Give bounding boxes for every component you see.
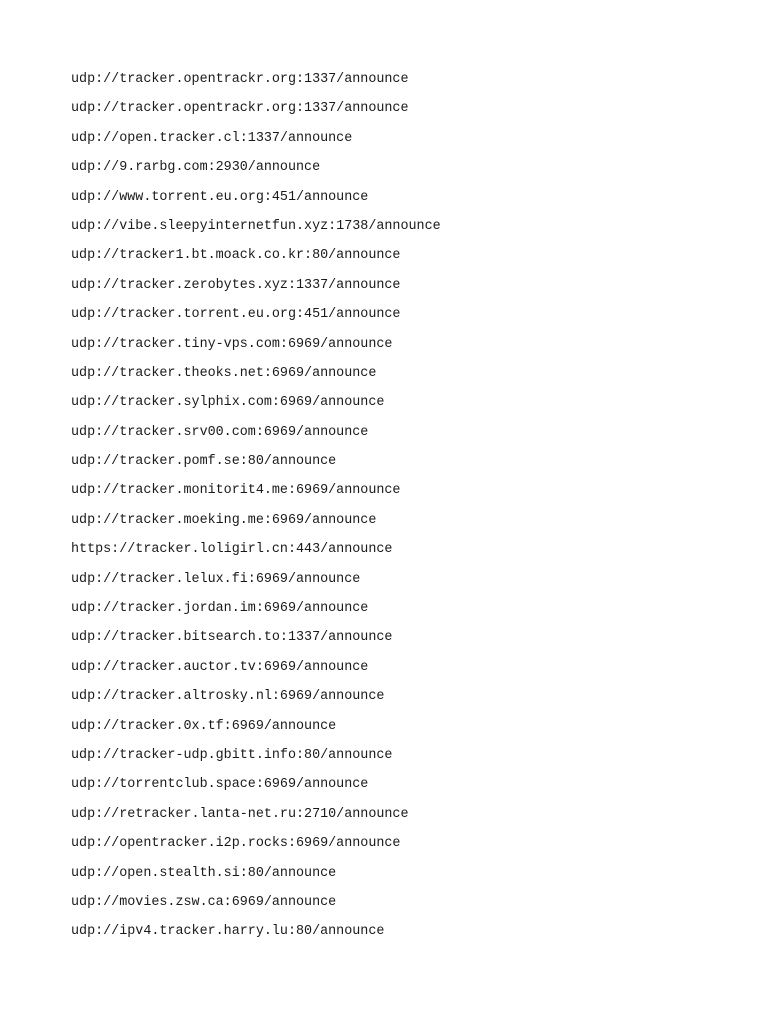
tracker-url-line: udp://tracker.torrent.eu.org:451/announce bbox=[71, 307, 401, 323]
tracker-url-line: udp://tracker.moeking.me:6969/announce bbox=[71, 512, 377, 528]
tracker-url-line: udp://open.tracker.cl:1337/announce bbox=[71, 130, 353, 146]
tracker-url-line: udp://open.stealth.si:80/announce bbox=[71, 865, 337, 881]
tracker-url-line: udp://vibe.sleepyinternetfun.xyz:1738/announce bbox=[71, 218, 441, 234]
tracker-url-line: udp://tracker.auctor.tv:6969/announce bbox=[71, 659, 369, 675]
tracker-url-line: udp://tracker.zerobytes.xyz:1337/announce bbox=[71, 277, 401, 293]
tracker-url-line: udp://tracker.sylphix.com:6969/announce bbox=[71, 395, 385, 411]
tracker-url-line: udp://tracker-udp.gbitt.info:80/announce bbox=[71, 747, 393, 763]
tracker-url-line: udp://movies.zsw.ca:6969/announce bbox=[71, 894, 337, 910]
tracker-url-line: udp://retracker.lanta-net.ru:2710/announce bbox=[71, 806, 409, 822]
tracker-url-line: udp://tracker.opentrackr.org:1337/announce bbox=[71, 72, 409, 87]
tracker-url-line: udp://9.rarbg.com:2930/announce bbox=[71, 160, 321, 176]
tracker-url-line: udp://opentracker.i2p.rocks:6969/announce bbox=[71, 836, 401, 852]
tracker-url-line: udp://tracker.lelux.fi:6969/announce bbox=[71, 571, 361, 587]
tracker-url-line: udp://tracker.monitorit4.me:6969/announce bbox=[71, 483, 401, 499]
tracker-url-line: udp://tracker.theoks.net:6969/announce bbox=[71, 365, 377, 381]
tracker-url-line: udp://tracker.opentrackr.org:1337/announce bbox=[71, 101, 409, 117]
tracker-url-line: udp://tracker.altrosky.nl:6969/announce bbox=[71, 689, 385, 705]
tracker-url-line: udp://tracker.jordan.im:6969/announce bbox=[71, 601, 369, 617]
tracker-url-line: udp://tracker.pomf.se:80/announce bbox=[71, 454, 337, 470]
tracker-list bbox=[71, 71, 441, 953]
tracker-url-line: udp://torrentclub.space:6969/announce bbox=[71, 777, 369, 793]
tracker-url-line: udp://tracker.srv00.com:6969/announce bbox=[71, 424, 369, 440]
tracker-url-line: https://tracker.loligirl.cn:443/announce bbox=[71, 542, 393, 558]
tracker-url-line: udp://tracker1.bt.moack.co.kr:80/announce bbox=[71, 248, 401, 264]
tracker-url-line: udp://www.torrent.eu.org:451/announce bbox=[71, 189, 369, 205]
tracker-url-line: udp://tracker.0x.tf:6969/announce bbox=[71, 718, 337, 734]
tracker-url-line: udp://tracker.bitsearch.to:1337/announce bbox=[71, 630, 393, 646]
tracker-url-line: udp://ipv4.tracker.harry.lu:80/announce bbox=[71, 924, 385, 940]
tracker-url-line: udp://tracker.tiny-vps.com:6969/announce bbox=[71, 336, 393, 352]
